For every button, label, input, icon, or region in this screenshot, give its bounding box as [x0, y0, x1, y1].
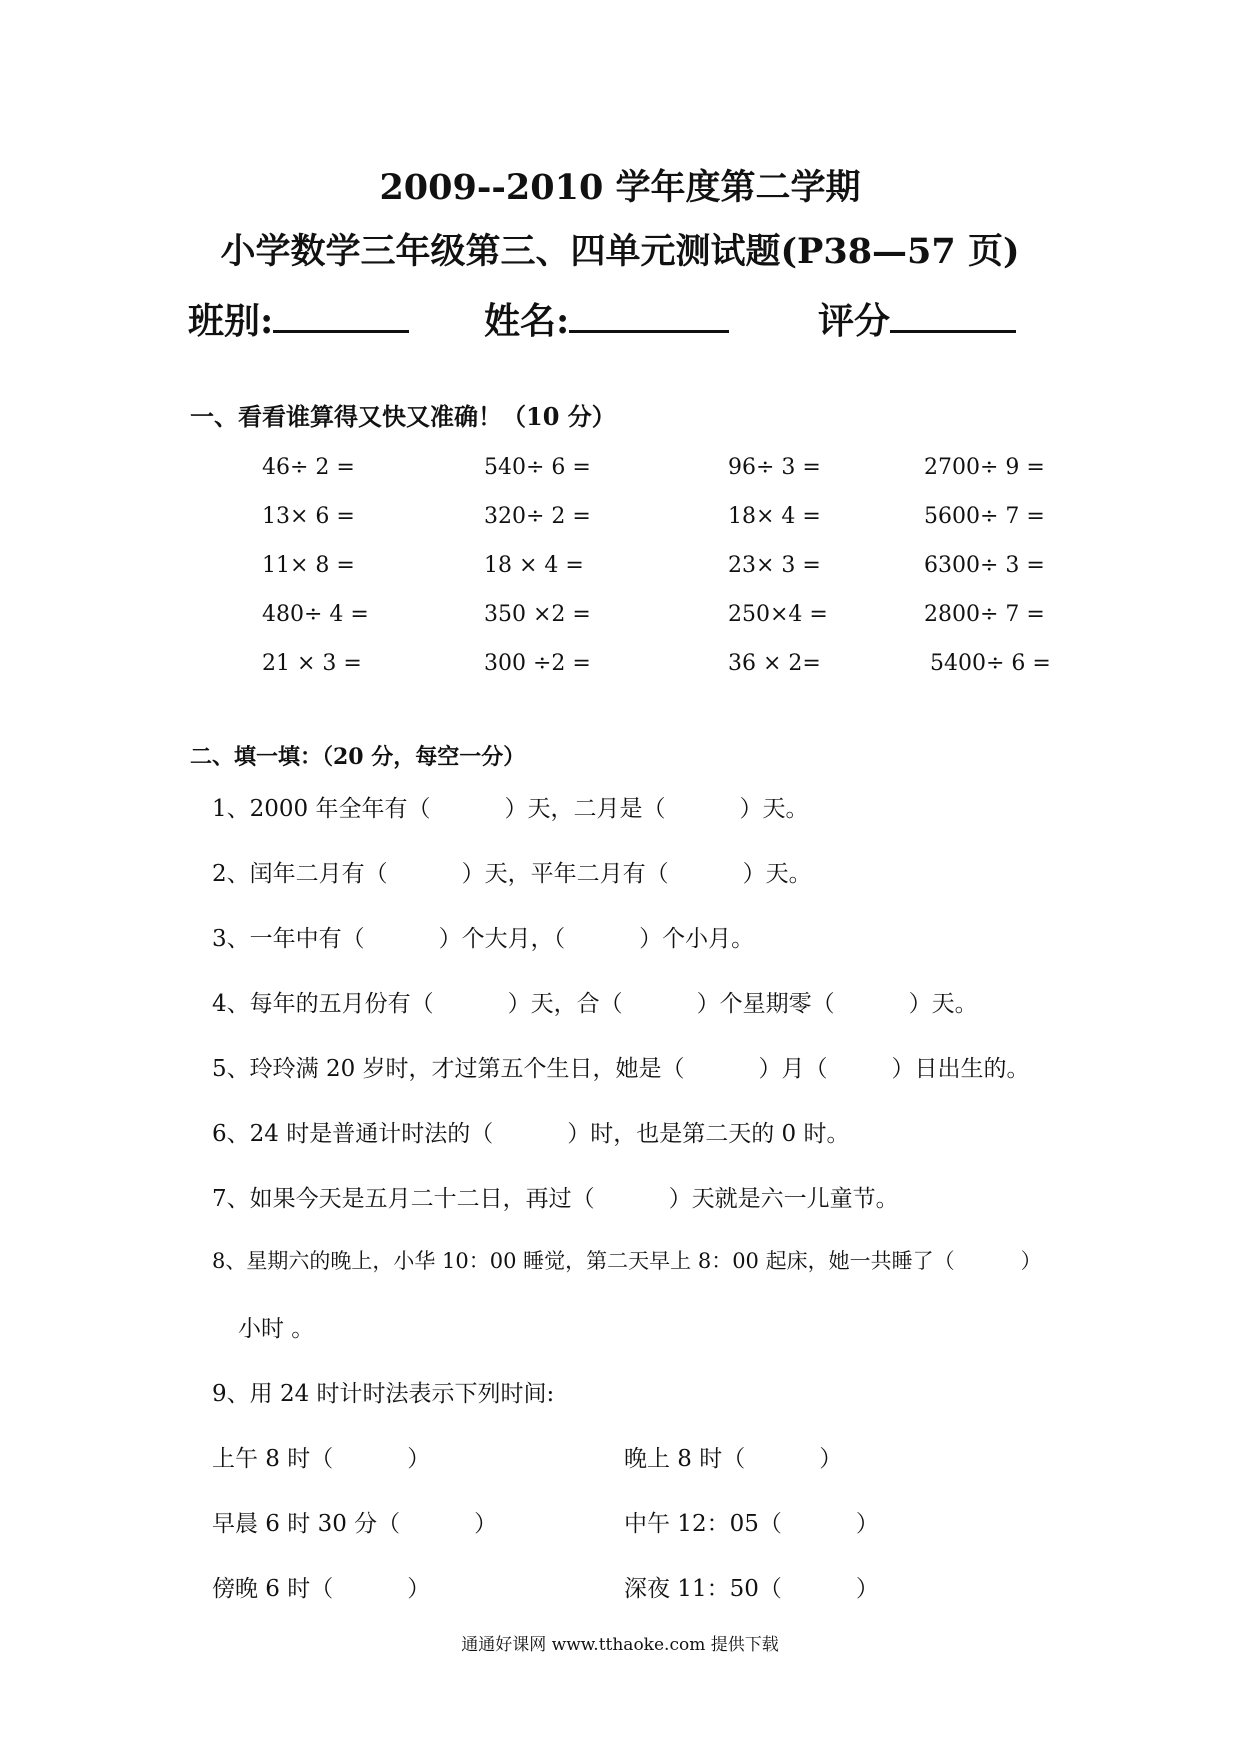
- section1-heading: 一、看看谁算得又快又准确！（10 分）: [190, 402, 616, 431]
- item-text: 7、如果今天是五月二十二日，再过（: [212, 1186, 595, 1212]
- item-text: 中午 12：05（: [624, 1511, 782, 1537]
- section2-heading: 二、填一填：（20 分，每空一分）: [190, 744, 526, 770]
- score-field: [818, 293, 1016, 344]
- arith-item: 18 × 4 =: [484, 553, 584, 578]
- item-text: ）个星期零（: [696, 991, 835, 1017]
- arith-item: 250×4 =: [728, 602, 828, 627]
- item-text: ）个小月。: [639, 926, 755, 952]
- page-title: 2009--2010 学年度第二学期: [379, 167, 861, 208]
- item-text: ）月（: [758, 1056, 828, 1082]
- arith-item: 2700÷ 9 =: [924, 455, 1045, 480]
- arith-item: 6300÷ 3 =: [924, 553, 1045, 578]
- item-text: ）天，平年二月有（: [461, 861, 669, 887]
- item-text: ）天。: [908, 991, 978, 1017]
- item-text: 6、24 时是普通计时法的（: [212, 1121, 494, 1147]
- arith-item: 18× 4 =: [728, 504, 821, 529]
- arith-item: 480÷ 4 =: [262, 602, 369, 627]
- arith-item: 350 ×2 =: [484, 602, 591, 627]
- arith-item: 5600÷ 7 =: [924, 504, 1045, 529]
- fill-item-9: 9、用 24 时计时法表示下列时间:: [212, 1381, 555, 1407]
- item-text: 傍晚 6 时（: [212, 1576, 334, 1602]
- fill-item-7: [212, 1180, 899, 1213]
- item-text: ）: [819, 1446, 843, 1472]
- item-text: 2、闰年二月有（: [212, 861, 388, 887]
- name-blank[interactable]: [569, 296, 729, 333]
- item-text: ）: [855, 1511, 879, 1537]
- fill-item-3: [212, 920, 754, 953]
- score-blank[interactable]: [890, 296, 1016, 333]
- item-text: ）日出生的。: [891, 1056, 1030, 1082]
- item-text: ）天。: [739, 796, 809, 822]
- class-field: [188, 293, 409, 344]
- arith-item: 21 × 3 =: [262, 651, 362, 676]
- score-label: 评分: [818, 300, 891, 342]
- time-item: [624, 1505, 879, 1538]
- item-text: 晚上 8 时（: [624, 1446, 746, 1472]
- fill-item-6: [212, 1115, 849, 1148]
- arith-item: 5400÷ 6 =: [930, 651, 1051, 676]
- arith-item: 96÷ 3 =: [728, 455, 821, 480]
- item-text: 3、一年中有（: [212, 926, 365, 952]
- time-item: [212, 1505, 497, 1538]
- arith-item: 300 ÷2 =: [484, 651, 591, 676]
- item-text: ）: [855, 1576, 879, 1602]
- fill-item-2: [212, 855, 812, 888]
- arith-item: 36 × 2=: [728, 651, 821, 676]
- fill-item-8: [212, 1245, 1042, 1275]
- item-text: ）: [474, 1511, 498, 1537]
- item-text: 1、2000 年全年有（: [212, 796, 431, 822]
- arith-item: 11× 8 =: [262, 553, 355, 578]
- name-field: [484, 293, 729, 344]
- item-text: 深夜 11：50（: [624, 1576, 782, 1602]
- item-text: ）天，二月是（: [504, 796, 666, 822]
- name-label: 姓名:: [484, 300, 570, 342]
- item-text: ）天。: [742, 861, 812, 887]
- arith-item: 13× 6 =: [262, 504, 355, 529]
- time-item: [624, 1570, 879, 1603]
- item-text: ）时，也是第二天的 0 时。: [567, 1121, 850, 1147]
- arith-item: 46÷ 2 =: [262, 455, 355, 480]
- item-text: 4、每年的五月份有（: [212, 991, 434, 1017]
- arith-item: 540÷ 6 =: [484, 455, 591, 480]
- item-text: ）: [407, 1446, 431, 1472]
- class-blank[interactable]: [273, 296, 409, 333]
- item-text: ）天就是六一儿童节。: [668, 1186, 899, 1212]
- item-text: 8、星期六的晚上，小华 10：00 睡觉，第二天早上 8：00 起床，她一共睡了（: [212, 1249, 955, 1273]
- time-item: [212, 1570, 430, 1603]
- item-text: ）天，合（: [507, 991, 623, 1017]
- page-subtitle: 小学数学三年级第三、四单元测试题(P38—57 页): [220, 231, 1020, 272]
- fill-item-4: [212, 985, 978, 1018]
- arith-item: 320÷ 2 =: [484, 504, 591, 529]
- time-item: [212, 1440, 430, 1473]
- item-text: ）个大月，（: [438, 926, 566, 952]
- item-text: 5、玲玲满 20 岁时，才过第五个生日，她是（: [212, 1056, 685, 1082]
- item-text: 上午 8 时（: [212, 1446, 334, 1472]
- time-item: [624, 1440, 842, 1473]
- fill-item-1: [212, 790, 808, 823]
- item-text: ）: [407, 1576, 431, 1602]
- arith-item: 23× 3 =: [728, 553, 821, 578]
- footer-note: 通通好课网 www.tthaoke.com 提供下载: [461, 1635, 779, 1655]
- arith-item: 2800÷ 7 =: [924, 602, 1045, 627]
- fill-item-5: [212, 1050, 1030, 1083]
- item-text: ）: [1020, 1249, 1042, 1273]
- fill-item-8-cont: 小时 。: [238, 1316, 315, 1342]
- class-label: 班别:: [188, 300, 274, 342]
- item-text: 早晨 6 时 30 分（: [212, 1511, 401, 1537]
